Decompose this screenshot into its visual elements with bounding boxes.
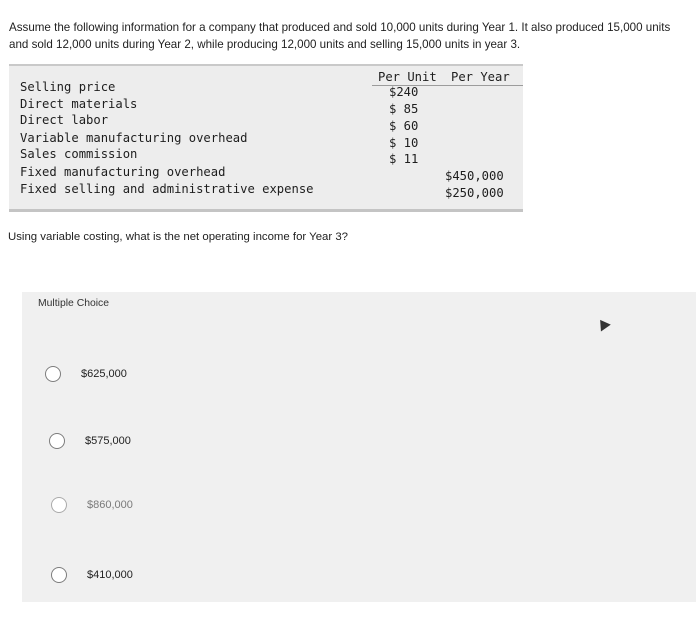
- row-year-fixed-mfg-overhead: $450,000: [445, 169, 504, 183]
- cost-data-table: [9, 64, 523, 212]
- header-per-year: Per Year: [451, 70, 510, 84]
- answer-option-4[interactable]: [51, 563, 133, 587]
- row-unit-direct-materials: $ 85: [389, 102, 419, 116]
- row-unit-sales-commission: $ 11: [389, 152, 419, 166]
- row-unit-variable-mfg-overhead: $ 10: [389, 136, 419, 150]
- table-top-rule: [9, 64, 523, 66]
- answer-option-label: $860,000: [87, 499, 133, 511]
- answer-option-2[interactable]: [49, 429, 131, 453]
- row-label-fixed-mfg-overhead: Fixed manufacturing overhead: [20, 165, 226, 179]
- answer-option-label: $575,000: [85, 435, 131, 447]
- radio-button-icon[interactable]: [49, 433, 65, 449]
- mouse-pointer-icon: [595, 316, 611, 331]
- row-label-variable-mfg-overhead: Variable manufacturing overhead: [20, 131, 248, 145]
- row-label-fixed-selling-admin: Fixed selling and administrative expense: [20, 182, 314, 196]
- answer-option-label: $625,000: [81, 368, 127, 380]
- answer-option-1[interactable]: [45, 362, 127, 386]
- row-label-sales-commission: Sales commission: [20, 147, 138, 161]
- row-unit-direct-labor: $ 60: [389, 119, 419, 133]
- table-bottom-rule: [9, 209, 523, 212]
- radio-button-icon[interactable]: [51, 567, 67, 583]
- row-label-direct-labor: Direct labor: [20, 113, 109, 127]
- multiple-choice-title: Multiple Choice: [38, 298, 110, 309]
- row-label-selling-price: Selling price: [20, 80, 116, 94]
- multiple-choice-panel: [22, 292, 696, 602]
- problem-statement: Assume the following information for a company that produced and sold 10,000 units during Year 1. It also produced 15,000 units and sold 12,000 units during Year 2, while producing 12,000 units and selling 15,000 units in year 3.: [9, 21, 671, 51]
- header-per-unit: Per Unit: [378, 70, 437, 84]
- answer-option-label: $410,000: [87, 569, 133, 581]
- question-text: Using variable costing, what is the net operating income for Year 3?: [8, 231, 349, 243]
- row-unit-selling-price: $240: [389, 85, 419, 99]
- radio-button-icon[interactable]: [51, 497, 67, 513]
- row-year-fixed-selling-admin: $250,000: [445, 186, 504, 200]
- row-label-direct-materials: Direct materials: [20, 97, 138, 111]
- radio-button-icon[interactable]: [45, 366, 61, 382]
- answer-option-3[interactable]: [51, 493, 133, 517]
